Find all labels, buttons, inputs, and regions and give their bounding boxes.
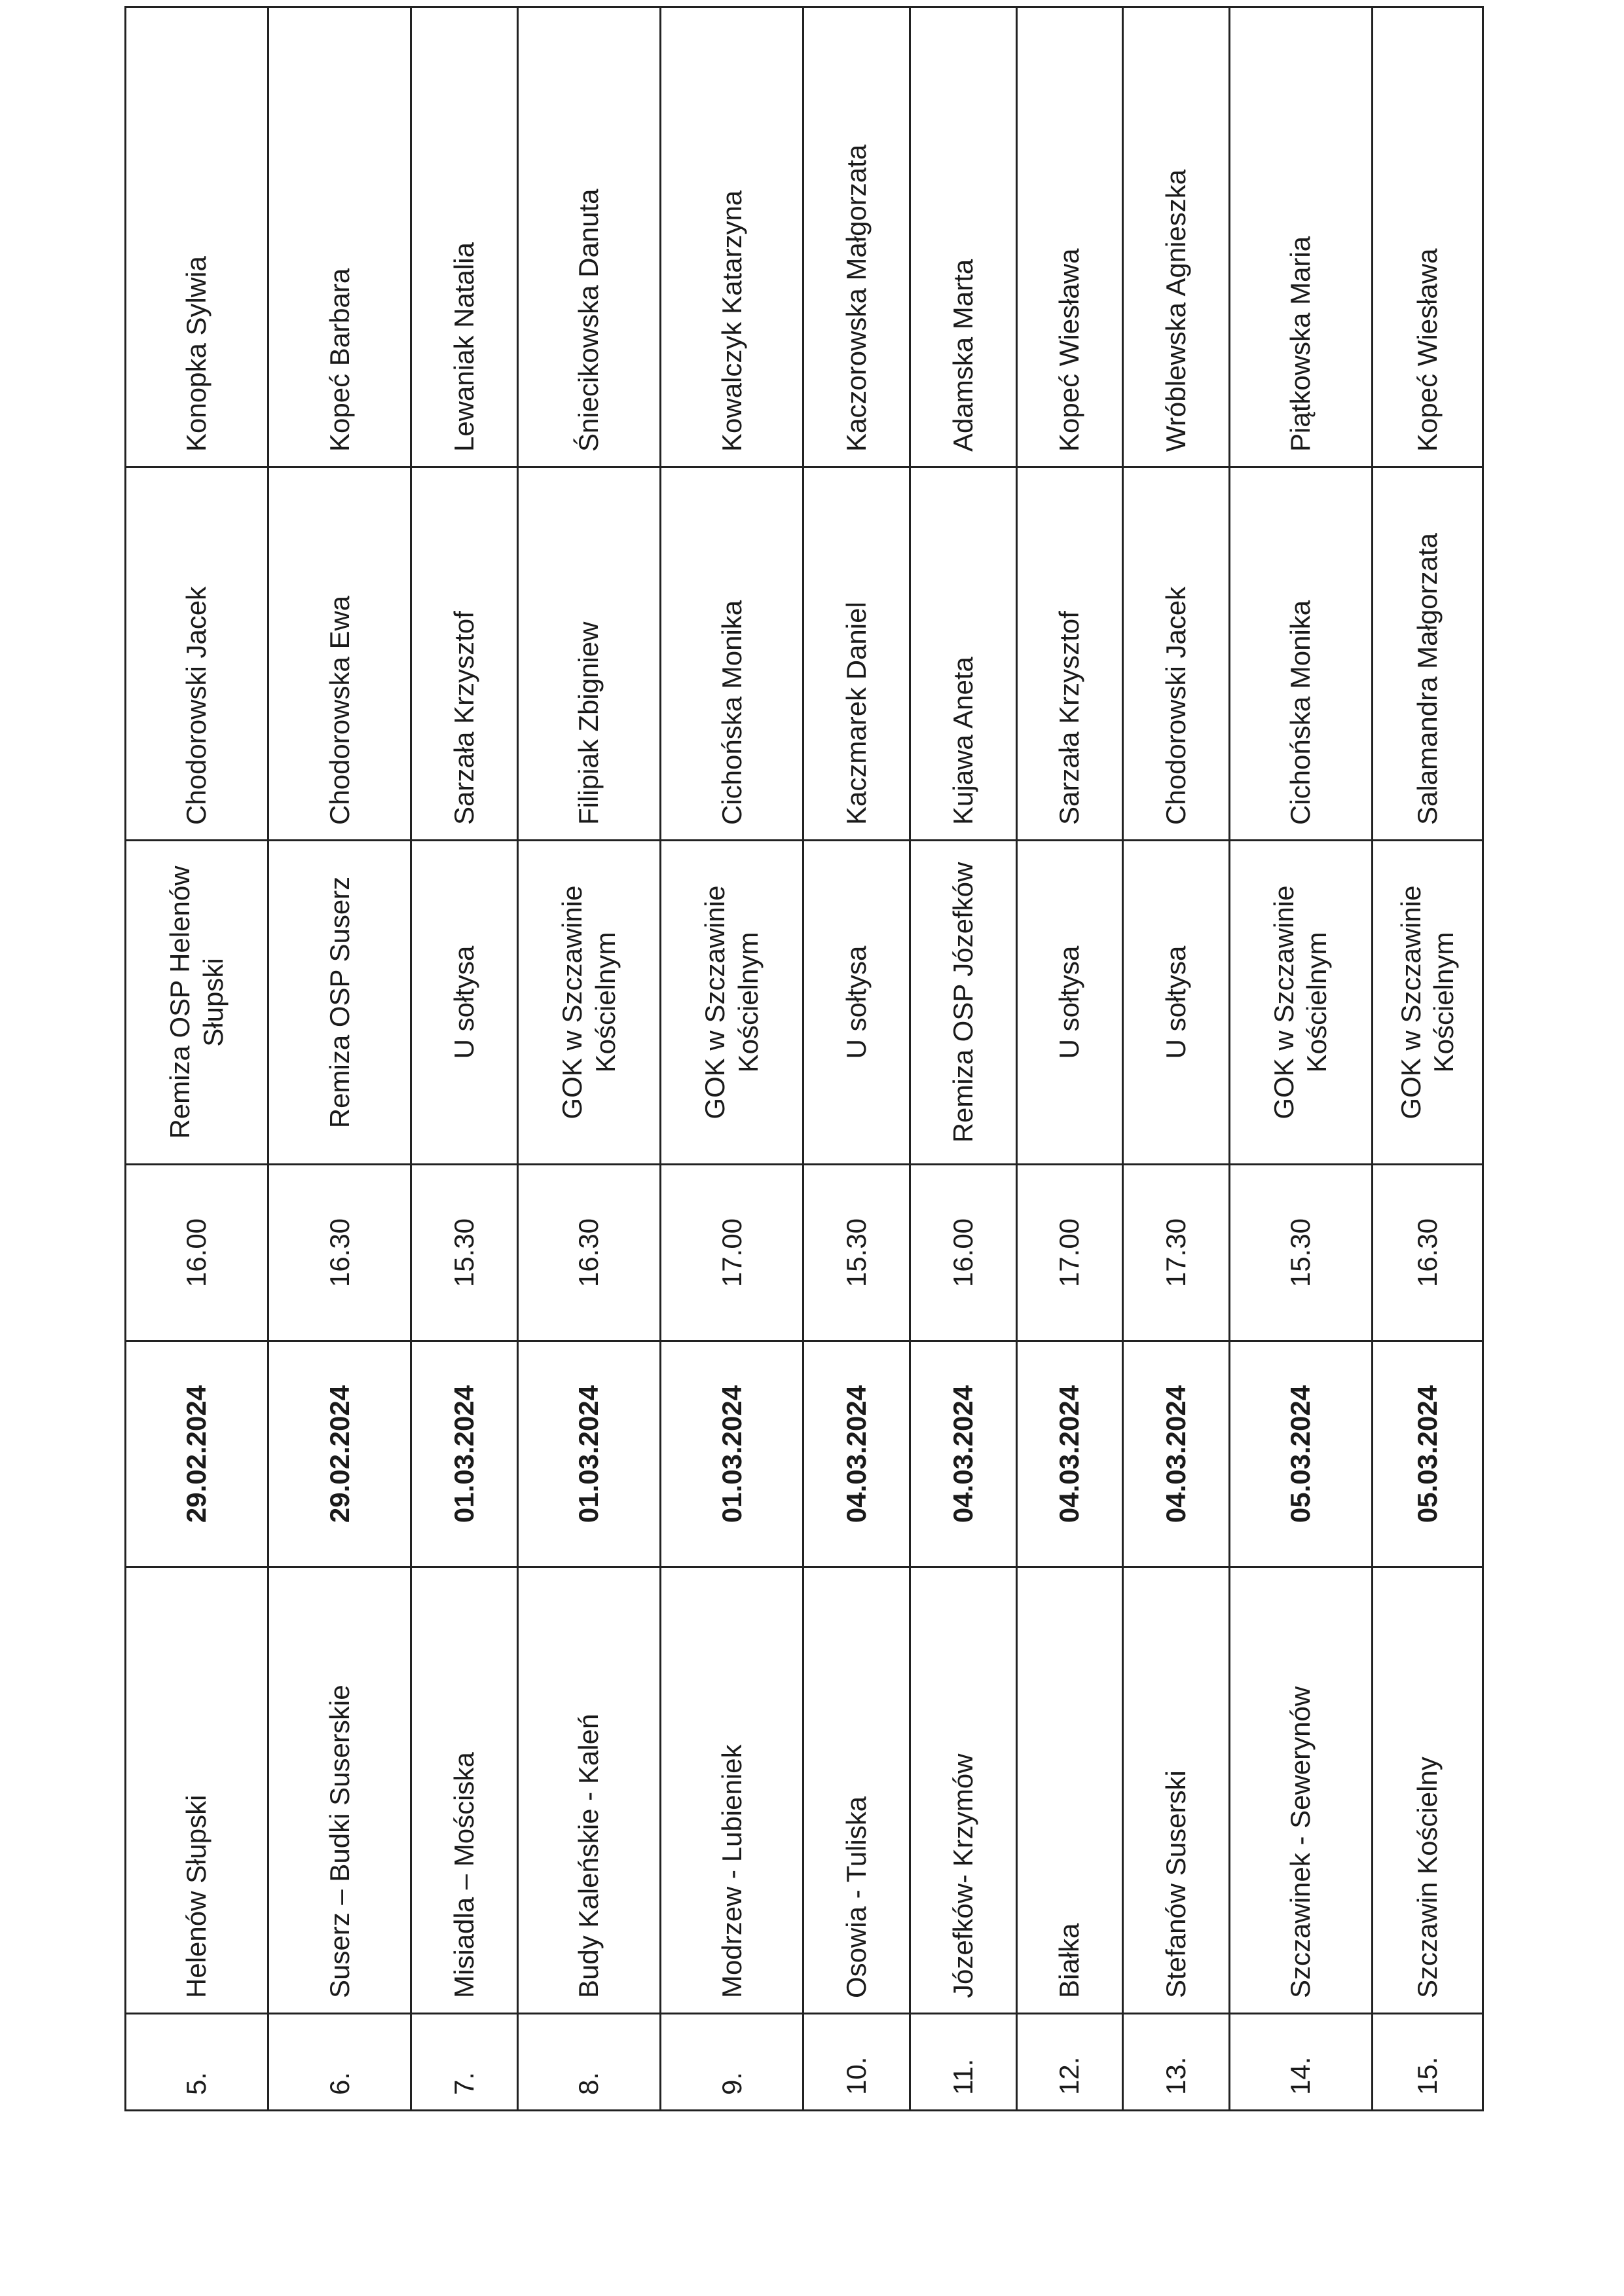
row-number: 6.: [268, 2014, 411, 2111]
meeting-date: 01.03.2024: [518, 1341, 661, 1567]
place-name: Józefków- Krzymów: [910, 1567, 1017, 2014]
meeting-time: 17.00: [1016, 1165, 1123, 1341]
row-number: 13.: [1123, 2014, 1230, 2111]
meeting-time: 15.30: [803, 1165, 910, 1341]
person-primary: Cichońska Monika: [661, 467, 803, 841]
row-number: 7.: [411, 2014, 518, 2111]
row-number: 9.: [661, 2014, 803, 2111]
meeting-date: 04.03.2024: [1123, 1341, 1230, 1567]
person-primary: Chodorowski Jacek: [1123, 467, 1230, 841]
meeting-venue: Remiza OSP Suserz: [268, 841, 411, 1165]
place-name: Białka: [1016, 1567, 1123, 2014]
meeting-venue: GOK w Szczawinie Kościelnym: [1372, 841, 1483, 1165]
meeting-venue: Remiza OSP Helenów Słupski: [126, 841, 268, 1165]
meeting-time: 15.30: [1229, 1165, 1372, 1341]
person-secondary: Kopeć Wiesława: [1016, 7, 1123, 467]
table-row: [1229, 7, 1372, 2111]
person-secondary: Adamska Marta: [910, 7, 1017, 467]
row-number: 14.: [1229, 2014, 1372, 2111]
meeting-venue: GOK w Szczawinie Kościelnym: [518, 841, 661, 1165]
place-name: Osowia - Tuliska: [803, 1567, 910, 2014]
meeting-venue: Remiza OSP Józefków: [910, 841, 1017, 1165]
meeting-date: 29.02.2024: [268, 1341, 411, 1567]
meeting-time: 15.30: [411, 1165, 518, 1341]
meeting-time: 16.00: [910, 1165, 1017, 1341]
place-name: Misiadla – Mościska: [411, 1567, 518, 2014]
place-name: Budy Kaleńskie - Kaleń: [518, 1567, 661, 2014]
row-number: 15.: [1372, 2014, 1483, 2111]
table-row: [661, 7, 803, 2111]
meeting-venue: U sołtysa: [1123, 841, 1230, 1165]
person-secondary: Śniecikowska Danuta: [518, 7, 661, 467]
row-number: 12.: [1016, 2014, 1123, 2111]
person-secondary: Wróblewska Agnieszka: [1123, 7, 1230, 467]
meeting-schedule-table: [124, 6, 1484, 2111]
place-name: Helenów Słupski: [126, 1567, 268, 2014]
meeting-date: 01.03.2024: [661, 1341, 803, 1567]
meeting-date: 05.03.2024: [1372, 1341, 1483, 1567]
meeting-time: 17.30: [1123, 1165, 1230, 1341]
meeting-date: 04.03.2024: [1016, 1341, 1123, 1567]
row-number: 11.: [910, 2014, 1017, 2111]
meeting-venue: U sołtysa: [411, 841, 518, 1165]
row-number: 5.: [126, 2014, 268, 2111]
meeting-time: 16.00: [126, 1165, 268, 1341]
person-primary: Sarzała Krzysztof: [1016, 467, 1123, 841]
person-secondary: Kopeć Wiesława: [1372, 7, 1483, 467]
meeting-date: 04.03.2024: [910, 1341, 1017, 1567]
table-row: [1123, 7, 1230, 2111]
table-row: [126, 7, 268, 2111]
meeting-venue: U sołtysa: [803, 841, 910, 1165]
meeting-time: 16.30: [268, 1165, 411, 1341]
person-secondary: Lewaniak Natalia: [411, 7, 518, 467]
person-primary: Cichońska Monika: [1229, 467, 1372, 841]
meeting-date: 29.02.2024: [126, 1341, 268, 1567]
person-primary: Kaczmarek Daniel: [803, 467, 910, 841]
table-row: [910, 7, 1017, 2111]
person-secondary: Konopka Sylwia: [126, 7, 268, 467]
place-name: Suserz – Budki Suserskie: [268, 1567, 411, 2014]
table-row: [518, 7, 661, 2111]
table-row: [411, 7, 518, 2111]
table-row: [803, 7, 910, 2111]
meeting-time: 16.30: [518, 1165, 661, 1341]
place-name: Stefanów Suserski: [1123, 1567, 1230, 2014]
meeting-date: 04.03.2024: [803, 1341, 910, 1567]
place-name: Szczawinek - Sewerynów: [1229, 1567, 1372, 2014]
table-row: [1372, 7, 1483, 2111]
meeting-date: 05.03.2024: [1229, 1341, 1372, 1567]
table-row: [268, 7, 411, 2111]
person-secondary: Kowalczyk Katarzyna: [661, 7, 803, 467]
person-secondary: Kaczorowska Małgorzata: [803, 7, 910, 467]
person-primary: Chodorowski Jacek: [126, 467, 268, 841]
person-primary: Kujawa Aneta: [910, 467, 1017, 841]
row-number: 10.: [803, 2014, 910, 2111]
person-primary: Salamandra Małgorzata: [1372, 467, 1483, 841]
meeting-venue: U sołtysa: [1016, 841, 1123, 1165]
place-name: Modrzew - Lubieniek: [661, 1567, 803, 2014]
meeting-time: 16.30: [1372, 1165, 1483, 1341]
person-secondary: Piątkowska Maria: [1229, 7, 1372, 467]
meeting-venue: GOK w Szczawinie Kościelnym: [661, 841, 803, 1165]
row-number: 8.: [518, 2014, 661, 2111]
meeting-date: 01.03.2024: [411, 1341, 518, 1567]
place-name: Szczawin Kościelny: [1372, 1567, 1483, 2014]
rotated-page: [124, 8, 1484, 2111]
meeting-time: 17.00: [661, 1165, 803, 1341]
person-primary: Chodorowska Ewa: [268, 467, 411, 841]
person-secondary: Kopeć Barbara: [268, 7, 411, 467]
person-primary: Filipiak Zbigniew: [518, 467, 661, 841]
table-body: [126, 7, 1483, 2111]
person-primary: Sarzała Krzysztof: [411, 467, 518, 841]
table-row: [1016, 7, 1123, 2111]
meeting-venue: GOK w Szczawinie Kościelnym: [1229, 841, 1372, 1165]
